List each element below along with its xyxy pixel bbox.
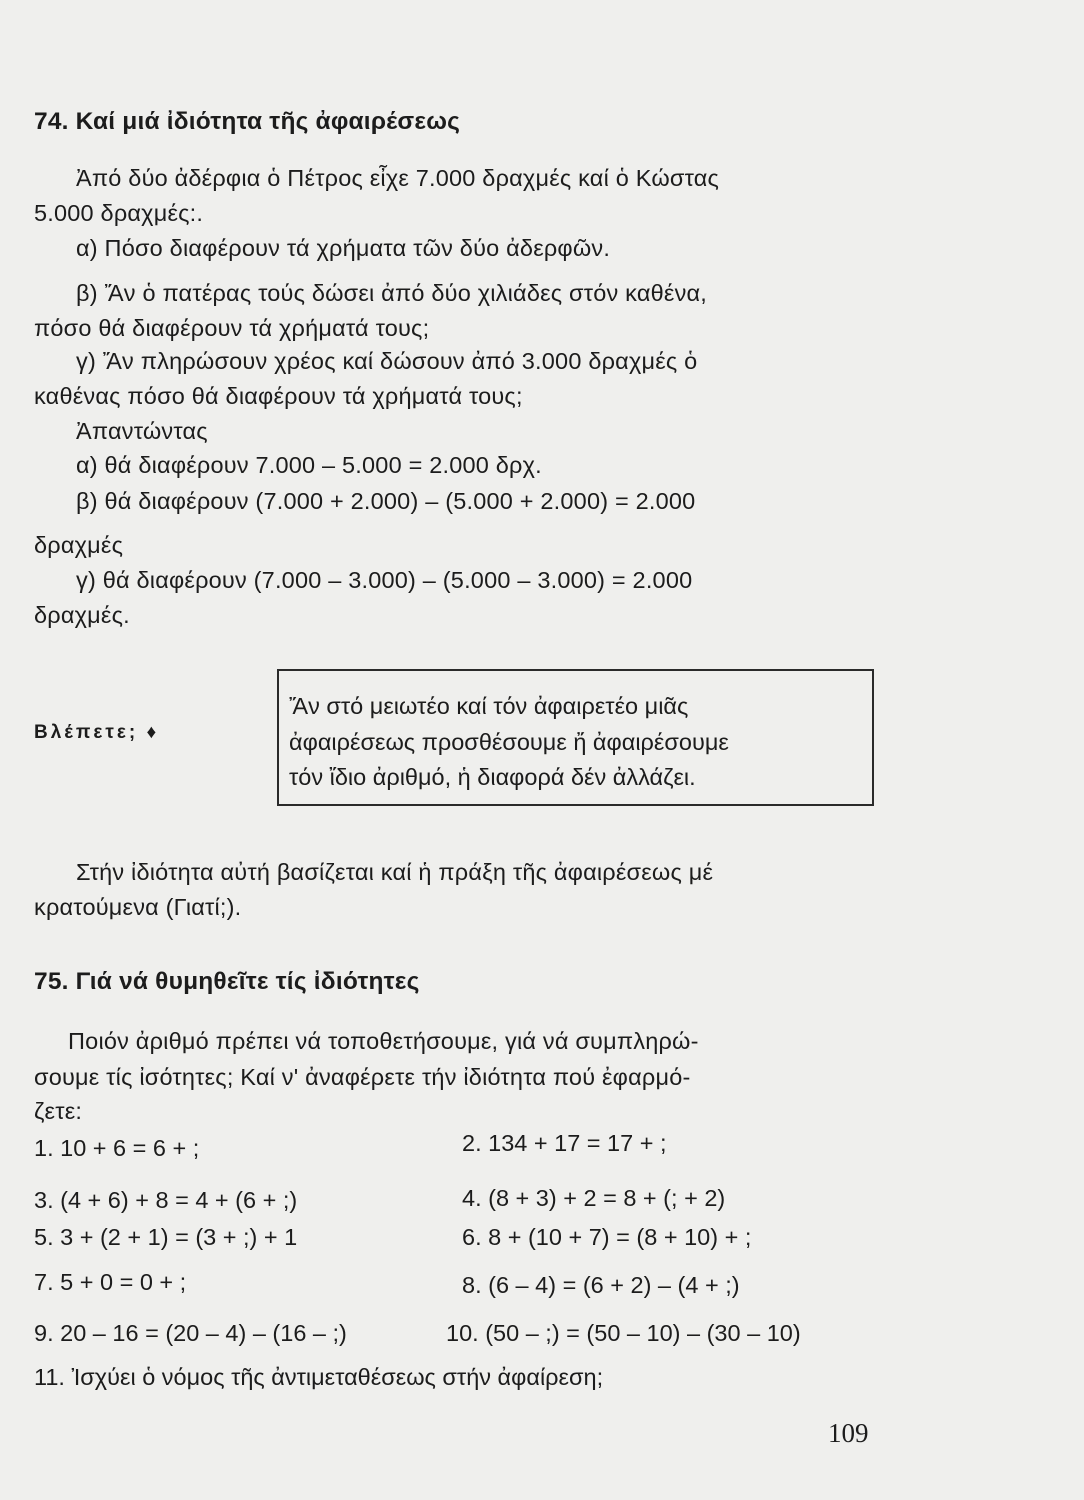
section-74-title: 74. Καί μιά ἰδιότητα τῆς ἀφαιρέσεως [34, 108, 461, 135]
paragraph-line: ζετε: [34, 1098, 83, 1124]
answer-b: β) θά διαφέρουν (7.000 + 2.000) – (5.000 + 2.000) = 2.000 [76, 488, 696, 514]
paragraph-line: σουμε τίς ἰσότητες; Καί ν' ἀναφέρετε τήν ἰδιότητα πού ἐφαρμό- [34, 1064, 691, 1090]
answer-c: γ) θά διαφέρουν (7.000 – 3.000) – (5.000 – 3.000) = 2.000 [76, 567, 693, 593]
rule-line: ἀφαιρέσεως προσθέσουμε ἤ ἀφαιρέσουμε [289, 729, 729, 755]
question-a: α) Πόσο διαφέρουν τά χρήματα τῶν δύο ἀδερφῶν. [76, 235, 611, 261]
exercise-4: 4. (8 + 3) + 2 = 8 + (; + 2) [462, 1185, 726, 1211]
section-75-title: 75. Γιά νά θυμηθεῖτε τίς ἰδιότητες [34, 968, 420, 995]
paragraph-line: Στήν ἰδιότητα αὐτή βασίζεται καί ἡ πράξη τῆς ἀφαιρέσεως μέ [76, 859, 714, 885]
page-number: 109 [828, 1418, 869, 1448]
paragraph-line: καθένας πόσο θά διαφέρουν τά χρήματά τους; [34, 383, 523, 409]
exercise-6: 6. 8 + (10 + 7) = (8 + 10) + ; [462, 1224, 752, 1250]
exercise-9: 9. 20 – 16 = (20 – 4) – (16 – ;) [34, 1320, 347, 1346]
vlepete-label: Βλέπετε; ♦ [34, 722, 160, 743]
exercise-11: 11. Ἰσχύει ὁ νόμος τῆς ἀντιμεταθέσεως στήν ἀφαίρεση; [34, 1364, 604, 1390]
answer-a: α) θά διαφέρουν 7.000 – 5.000 = 2.000 δρχ. [76, 452, 542, 478]
exercise-7: 7. 5 + 0 = 0 + ; [34, 1269, 187, 1295]
exercise-5: 5. 3 + (2 + 1) = (3 + ;) + 1 [34, 1224, 298, 1250]
exercise-10: 10. (50 – ;) = (50 – 10) – (30 – 10) [446, 1320, 801, 1346]
rule-box [277, 669, 874, 806]
paragraph-line: Ἀπό δύο ἀδέρφια ὁ Πέτρος εἶχε 7.000 δραχμές καί ὁ Κώστας [76, 165, 720, 191]
paragraph-line: πόσο θά διαφέρουν τά χρήματά τους; [34, 315, 430, 341]
paragraph-line: δραχμές [34, 532, 124, 558]
rule-line: Ἄν στό μειωτέο καί τόν ἀφαιρετέο μιᾶς [289, 693, 689, 719]
paragraph-line: 5.000 δραχμές:. [34, 200, 204, 226]
paragraph-line: δραχμές. [34, 602, 130, 628]
exercise-1: 1. 10 + 6 = 6 + ; [34, 1135, 200, 1161]
answers-heading: Ἀπαντώντας [76, 418, 208, 444]
paragraph-line: κρατούμενα (Γιατί;). [34, 894, 242, 920]
exercise-2: 2. 134 + 17 = 17 + ; [462, 1130, 667, 1156]
exercise-8: 8. (6 – 4) = (6 + 2) – (4 + ;) [462, 1272, 740, 1298]
question-b: β) Ἄν ὁ πατέρας τούς δώσει ἀπό δύο χιλιάδες στόν καθένα, [76, 280, 708, 306]
rule-line: τόν ἴδιο ἀριθμό, ἡ διαφορά δέν ἀλλάζει. [289, 764, 696, 790]
paragraph-line: Ποιόν ἀριθμό πρέπει νά τοποθετήσουμε, γιά νά συμπληρώ- [68, 1028, 699, 1054]
exercise-3: 3. (4 + 6) + 8 = 4 + (6 + ;) [34, 1187, 298, 1213]
question-c: γ) Ἄν πληρώσουν χρέος καί δώσουν ἀπό 3.000 δραχμές ὁ [76, 348, 698, 374]
